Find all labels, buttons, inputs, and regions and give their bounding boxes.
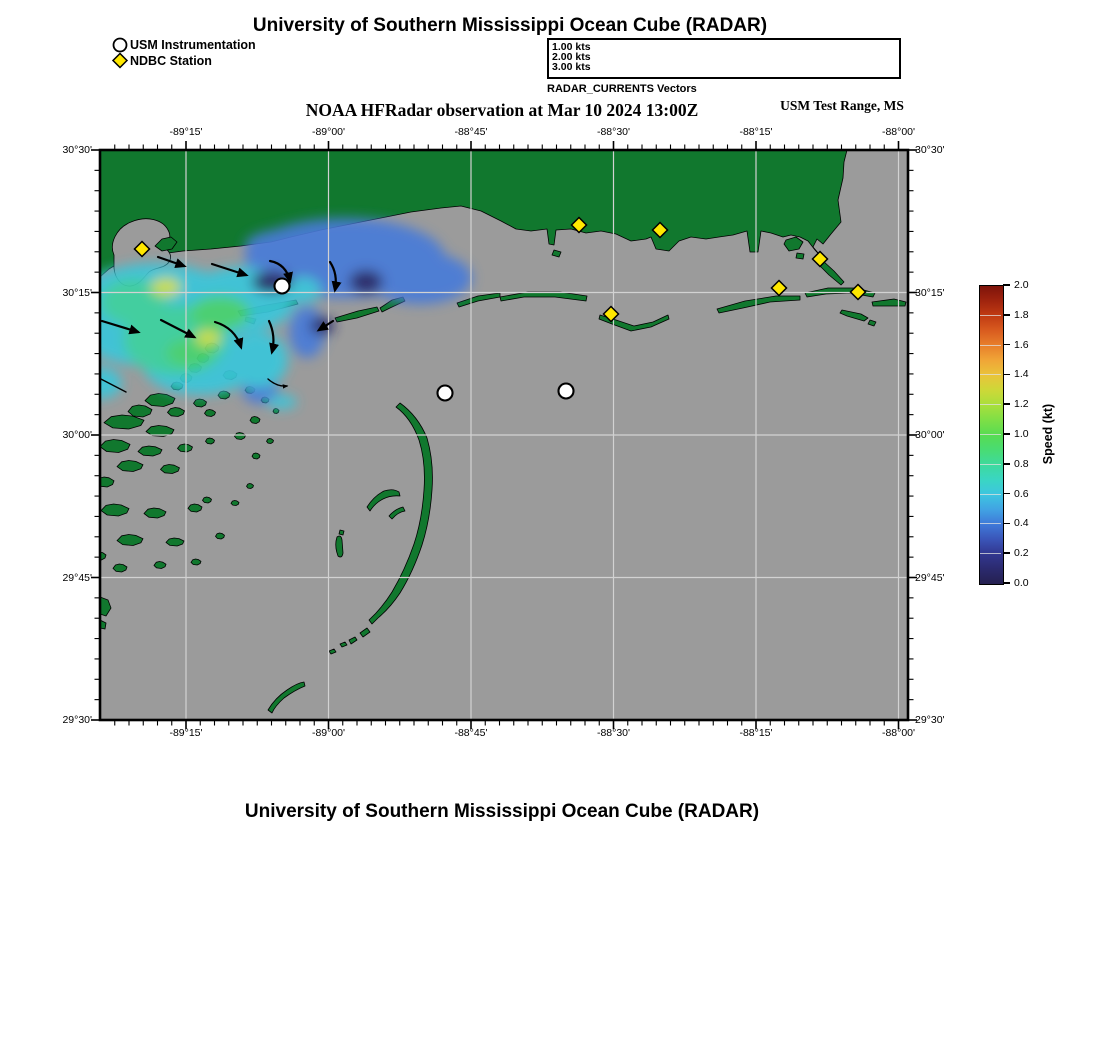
colorbar-gridline: [980, 374, 1001, 375]
marsh-island: [203, 497, 212, 503]
marsh-island: [191, 559, 201, 565]
colorbar-tick-label: 0.4: [1014, 517, 1029, 530]
lat-tick-label: 30°15': [62, 286, 92, 299]
lat-tick-label: 30°00': [62, 429, 92, 441]
colorbar-tick: [1003, 523, 1010, 525]
usm-instrumentation-marker: [275, 279, 290, 294]
colorbar-tick-label: 1.4: [1014, 368, 1029, 381]
marsh-island: [231, 501, 239, 506]
lat-tick-label: 30°30': [915, 144, 945, 156]
colorbar-tick: [1003, 433, 1010, 435]
lon-tick-label: -88°15': [739, 126, 773, 138]
colorbar-gridline: [980, 404, 1001, 405]
colorbar-tick: [1003, 493, 1010, 495]
lat-tick-label: 30°30': [62, 144, 92, 156]
usm-instrumentation-legend-icon: [114, 39, 127, 52]
vector-scale-caption: RADAR_CURRENTS Vectors: [547, 83, 697, 95]
marsh-island: [247, 484, 254, 489]
lat-tick-label: 29°45': [915, 571, 945, 584]
marsh-island: [267, 439, 274, 444]
lon-tick-label: -88°45': [454, 126, 488, 138]
page-title-bottom: University of Southern Mississippi Ocean Cube (RADAR): [244, 801, 760, 822]
lat-tick-label: 30°15': [915, 286, 945, 299]
colorbar-gridline: [980, 345, 1001, 346]
lon-tick-label: -89°00': [311, 126, 346, 138]
colorbar-tick: [1003, 284, 1010, 286]
colorbar-tick-label: 0.6: [1014, 487, 1029, 500]
page-title-top: University of Southern Mississippi Ocean Cube (RADAR): [252, 15, 768, 36]
colorbar-tick: [1003, 463, 1010, 465]
usm-instrumentation-marker: [438, 386, 453, 401]
colorbar-title: Speed (kt): [1041, 403, 1055, 465]
vector-scale-2kt-label: 2.00 kts: [552, 51, 591, 63]
colorbar-tick-label: 2.0: [1014, 279, 1029, 291]
marsh-island: [206, 438, 215, 444]
colorbar-tick: [1003, 314, 1010, 316]
vector-scale-box: [547, 38, 901, 79]
colorbar-tick-label: 0.2: [1014, 547, 1029, 560]
lat-tick-label: 29°30': [915, 714, 945, 726]
ndbc-station-legend-icon: [113, 54, 127, 68]
lon-tick-label: -88°30': [596, 727, 631, 739]
colorbar-gridline: [980, 523, 1001, 524]
marsh-island: [252, 453, 260, 459]
marsh-island: [273, 409, 279, 414]
lon-tick-label: -89°00': [311, 727, 346, 739]
test-range-label: USM Test Range, MS: [780, 98, 904, 113]
colorbar-tick-label: 0.0: [1014, 577, 1029, 589]
colorbar-tick: [1003, 552, 1010, 554]
vector-scale-3kt-label: 3.00 kts: [552, 61, 591, 73]
lon-tick-label: -88°15': [739, 727, 773, 739]
usm-instrumentation-marker: [559, 384, 574, 399]
marsh-island: [216, 533, 225, 539]
colorbar-gridline: [980, 434, 1001, 435]
lat-tick-label: 30°00': [915, 429, 945, 441]
colorbar-tick-label: 1.0: [1014, 428, 1029, 440]
colorbar-tick-label: 1.8: [1014, 308, 1029, 321]
lat-tick-label: 29°45': [62, 571, 92, 584]
colorbar: [979, 285, 1004, 585]
colorbar-gridline: [980, 494, 1001, 495]
lon-tick-label: -89°15': [169, 126, 203, 138]
colorbar-gridline: [980, 553, 1001, 554]
colorbar-tick: [1003, 344, 1010, 346]
lon-tick-label: -89°15': [169, 727, 203, 739]
colorbar-tick: [1003, 374, 1010, 376]
legend-usm-label: USM Instrumentation: [130, 38, 256, 52]
legend-markers: [113, 39, 127, 68]
lon-tick-label: -88°30': [596, 126, 631, 138]
lat-tick-label: 29°30': [62, 714, 92, 726]
vector-scale-1kt-label: 1.00 kts: [552, 41, 591, 53]
lon-tick-label: -88°45': [454, 727, 488, 739]
lon-tick-label: -88°00': [881, 727, 916, 739]
colorbar-tick-label: 0.8: [1014, 457, 1029, 470]
colorbar-tick-label: 1.6: [1014, 338, 1029, 351]
observation-subtitle: NOAA HFRadar observation at Mar 10 2024 13:00Z: [305, 100, 699, 120]
colorbar-tick: [1003, 403, 1010, 405]
lon-tick-label: -88°00': [881, 126, 916, 138]
colorbar-tick-label: 1.2: [1014, 398, 1029, 411]
colorbar-gridline: [980, 315, 1001, 316]
colorbar-gridline: [980, 464, 1001, 465]
legend-ndbc-label: NDBC Station: [130, 53, 212, 68]
colorbar-tick: [1003, 582, 1010, 584]
